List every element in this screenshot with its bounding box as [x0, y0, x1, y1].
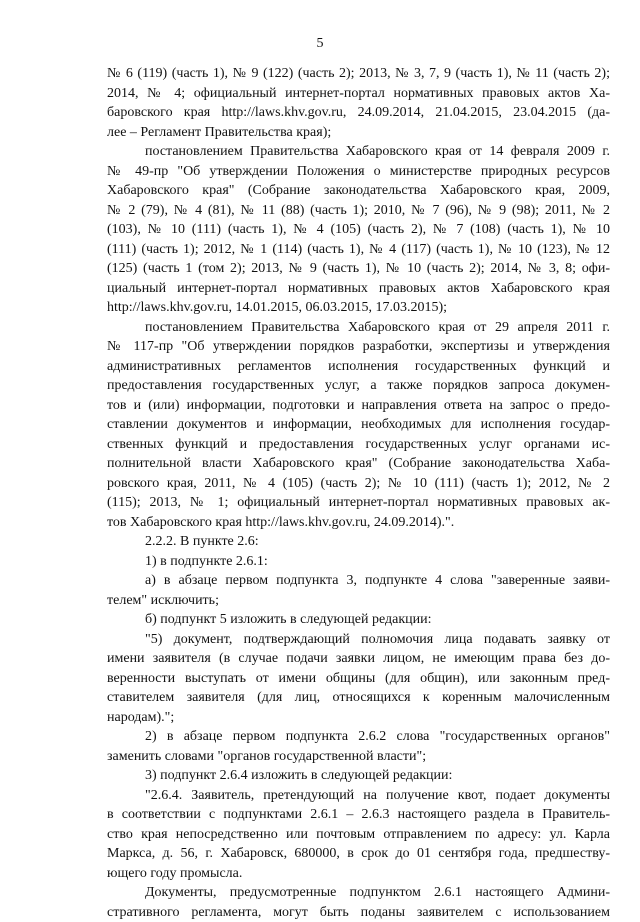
- text-line: лее – Регламент Правительства края);: [107, 123, 610, 143]
- text-line: тов Хабаровского края http://laws.khv.gov.ru, 24.09.2014).".: [107, 513, 610, 533]
- text-line: телем" исключить;: [107, 591, 610, 611]
- text-line: № 6 (119) (часть 1), № 9 (122) (часть 2); 2013, № 3, 7, 9 (часть 1), № 11 (часть 2);: [107, 64, 610, 84]
- text-line: № 49-пр "Об утверждении Положения о министерстве природных ресурсов: [107, 162, 610, 182]
- text-line: ющего году промысла.: [107, 864, 610, 884]
- text-line: ровского края, 2011, № 4 (105) (часть 2); № 10 (111) (часть 1); 2012, № 2: [107, 474, 610, 494]
- text-line: 2.2.2. В пункте 2.6:: [107, 532, 610, 552]
- text-line: веренности выступать от имени общины (для общин), или законным пред-: [107, 669, 610, 689]
- text-line: (125) (часть 1 (том 2); 2013, № 9 (часть 1), № 10 (часть 2); 2014, № 3, 8; офи-: [107, 259, 610, 279]
- text-line: (115); 2013, № 1; официальный интернет-портал нормативных правовых ак-: [107, 493, 610, 513]
- page-number: 5: [0, 36, 640, 52]
- text-line: заменить словами "органов государственной власти";: [107, 747, 610, 767]
- text-line: ственных функций и предоставления государственных услуг органами ис-: [107, 435, 610, 455]
- text-line: а) в абзаце первом подпункта 3, подпункте 4 слова "заверенные заяви-: [107, 571, 610, 591]
- text-line: № 2 (79), № 4 (81), № 11 (88) (часть 1); 2010, № 7 (96), № 9 (98); 2011, № 2: [107, 201, 610, 221]
- text-line: б) подпункт 5 изложить в следующей редакции:: [107, 610, 610, 630]
- text-line: ставлении документов и информации, необходимых для исполнения государ-: [107, 415, 610, 435]
- text-line: (103), № 10 (111) (часть 1), № 4 (105) (часть 2), № 7 (108) (часть 1), № 10: [107, 220, 610, 240]
- text-line: 1) в подпункте 2.6.1:: [107, 552, 610, 572]
- text-line: имени заявителя (в случае подачи заявки лицом, не имеющим права без до-: [107, 649, 610, 669]
- text-line: предоставления государственных услуг, а также порядков запроса докумен-: [107, 376, 610, 396]
- text-line: "5) документ, подтверждающий полномочия лица подавать заявку от: [107, 630, 610, 650]
- text-line: 2014, № 4; официальный интернет-портал нормативных правовых актов Ха-: [107, 84, 610, 104]
- document-body: [107, 64, 610, 922]
- text-line: постановлением Правительства Хабаровского края от 29 апреля 2011 г.: [107, 318, 610, 338]
- text-line: (111) (часть 1); 2012, № 1 (114) (часть 1), № 4 (117) (часть 1), № 10 (123), № 12: [107, 240, 610, 260]
- text-line: № 117-пр "Об утверждении порядков разработки, экспертизы и утверждения: [107, 337, 610, 357]
- text-line: народам).";: [107, 708, 610, 728]
- text-line: 2) в абзаце первом подпункта 2.6.2 слова "государственных органов": [107, 727, 610, 747]
- text-line: Хабаровского края" (Собрание законодательства Хабаровского края, 2009,: [107, 181, 610, 201]
- text-line: ставителем заявителя (для лиц, относящихся к коренным малочисленным: [107, 688, 610, 708]
- text-line: тов и (или) информации, подготовки и направления ответа на запрос о предо-: [107, 396, 610, 416]
- text-line: в соответствии с подпунктами 2.6.1 – 2.6.3 настоящего раздела в Правитель-: [107, 805, 610, 825]
- text-line: ство края непосредственно или почтовым отправлением по адресу: ул. Карла: [107, 825, 610, 845]
- text-line: постановлением Правительства Хабаровского края от 14 февраля 2009 г.: [107, 142, 610, 162]
- text-line: "2.6.4. Заявитель, претендующий на получение квот, подает документы: [107, 786, 610, 806]
- text-line: циальный интернет-портал нормативных правовых актов Хабаровского края: [107, 279, 610, 299]
- text-line: http://laws.khv.gov.ru, 14.01.2015, 06.03.2015, 17.03.2015);: [107, 298, 610, 318]
- text-line: административных регламентов исполнения государственных функций и: [107, 357, 610, 377]
- text-line: Документы, предусмотренные подпунктом 2.6.1 настоящего Админи-: [107, 883, 610, 903]
- text-line: Маркса, д. 56, г. Хабаровск, 680000, в срок до 01 сентября года, предшеству-: [107, 844, 610, 864]
- text-line: 3) подпункт 2.6.4 изложить в следующей редакции:: [107, 766, 610, 786]
- text-line: стративного регламента, могут быть поданы заявителем с использованием: [107, 903, 610, 922]
- text-line: полнительной власти Хабаровского края" (Собрание законодательства Хаба-: [107, 454, 610, 474]
- text-line: баровского края http://laws.khv.gov.ru, 24.09.2014, 21.04.2015, 23.04.2015 (да-: [107, 103, 610, 123]
